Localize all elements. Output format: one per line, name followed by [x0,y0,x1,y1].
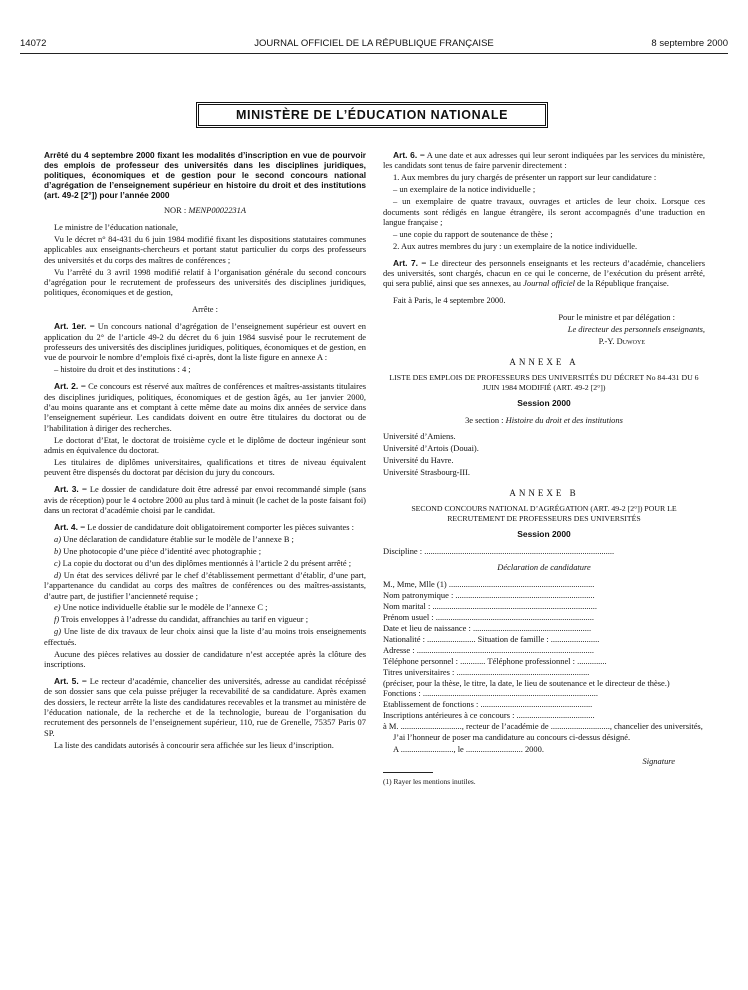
footnote: (1) Rayer les mentions inutiles. [383,777,476,787]
annex-b-session: Session 2000 [517,529,571,540]
university: Université d’Artois (Douai). [383,443,479,454]
annex-a-session: Session 2000 [517,398,571,409]
list-item: a) Une déclaration de candidature établie sur le modèle de l’annexe B ; [54,533,294,544]
article-label: Art. 2. − [54,381,86,392]
annex-b-heading: ANNEXE B [509,487,579,498]
done-at: Fait à Paris, le 4 septembre 2000. [393,295,506,306]
form-field[interactable]: Titres universitaires : ............................................................... [383,666,590,677]
form-statement: J’ai l’honneur de poser ma candidature au concours ci-dessus désigné. [393,732,631,743]
article-text: Le directeur des personnels enseignants et les recteurs d’académie, chanceliers des universités, sont chargés, chacun en ce qui le concerne, de l’exécution du présent arrêté, qui sera publié, ainsi que ses annexes, au [383,257,705,289]
signature-line-2: Le directeur des personnels enseignants, [567,324,705,335]
ministry-box: MINISTÈRE DE L’ÉDUCATION NATIONALE [196,102,548,128]
article-7 [383,258,705,289]
decree-title: Arrêté du 4 septembre 2000 fixant les modalités d’inscription en vue de pourvoir des emplois de professeur des universités dans les disciplines juridiques, politiques, économiques et de gestion pour le second concours national d’agrégation de l’enseignement supérieur en histoire du droit et des institutions (art. 49-2 [2°]) pour l’année 2000 [44,150,366,200]
issue-date: 8 septembre 2000 [651,38,728,49]
article-label: Art. 4. − [54,522,86,533]
annex-a-heading: ANNEXE A [509,356,579,367]
discipline-field[interactable]: Discipline : .......................................................................................... [383,545,615,556]
paragraph: Vu l’arrêté du 3 avril 1998 modifié relatif à l’organisation générale du second concours d’agrégation pour le recrutement de professeurs des universités des disciplines juridiques, politiques, économiques et de gestion, [44,266,366,298]
university: Université du Havre. [383,455,454,466]
form-field[interactable]: Adresse : .................................................................................... [383,644,594,655]
list-item: d) Un état des services délivré par le chef d’établissement permettant d’établir, d’une part, l’appartenance du candidat au corps des maîtres de conférences ou des maîtres-assistants, d’autre part, de justifier l’ancienneté requise ; [44,569,367,601]
university: Université Strasbourg-III. [383,467,471,478]
form-field[interactable]: Téléphone personnel : ............ Téléphone professionnel : .............. [383,655,607,666]
left-column [44,150,366,752]
article-label: Art. 3. − [54,484,87,495]
article-text: Le dossier de candidature doit obligatoirement comporter les pièces suivantes : [87,522,354,533]
article-label: Art. 6. − [393,150,425,160]
page-header [20,38,728,52]
header-rule [20,53,728,54]
paragraph: Le doctorat d’Etat, le doctorat de troisième cycle et le diplôme de docteur ingénieur sont admis en équivalence du doctorat. [44,434,366,456]
list-item: – une copie du rapport de soutenance de thèse ; [393,228,553,239]
article-text: A une date et aux adresses qui leur seront indiquées par les services du ministère, les candidats sont tenus de faire parvenir directement : [383,150,705,171]
form-field[interactable]: A ........................., le ........................... 2000. [393,743,544,754]
article-4 [44,522,366,532]
page-number: 14072 [20,38,47,49]
article-1 [44,321,366,363]
article-2 [44,381,366,433]
article-6 [383,150,705,171]
nor-value: MENP0002231A [188,205,247,215]
paragraph: La liste des candidats autorisés à concourir sera affichée sur les lieux d’inscription. [54,739,334,750]
form-field[interactable]: Etablissement de fonctions : ..................................................... [383,699,593,710]
article-text: Ce concours est réservé aux maîtres de conférences et maîtres-assistants titulaires des disciplines juridiques, politiques, économiques et de gestion âgés, au 1er janvier 2000, d’au moins quarante ans et comptant à cette même date au moins dix années de service dans l’enseignement supérieur. Les candidats doivent en outre être titulaires du doctorat ou de l’habilitation à diriger des recherches. [44,381,366,433]
article-3 [44,484,366,515]
article-text: Le recteur d’académie, chancelier des universités, adresse au candidat récépissé de son dossier sans que cela puisse préjuger la recevabilité de sa candidature. Après examen des dossiers, le recteur arrête la liste des candidatures recevables et la transmet au ministère de l’éducation nationale, de la recherche et de la technologie, bureau de l’organisation du recrutement des personnels de l’enseignement supérieur, 110, rue de Grenelle, 75357 Paris 07 SP. [44,675,367,738]
nor-line [44,205,366,215]
paragraph: Vu le décret n° 84-431 du 6 juin 1984 modifié fixant les dispositions statutaires communes applicables aux enseignants-chercheurs et portant statut particulier du corps des professeurs des universités et du corps des maîtres de conférences ; [44,233,366,265]
footnote-rule [383,772,433,773]
list-item: – un exemplaire de quatre travaux, ouvrages et articles de leur choix. Lorsque ces documents sont rédigés en langue étrangère, ils seront accompagnés d’une traduction en langue française ; [383,196,705,227]
journal-ref: Journal officiel [523,278,575,289]
paragraph: Le ministre de l’éducation nationale, [54,221,178,232]
annex-b-subtitle: SECOND CONCOURS NATIONAL D’AGRÉGATION (ART. 49-2 [2°]) POUR LE RECRUTEMENT DE PROFESSEURS DES UNIVERSITÉS [411,503,677,523]
form-field[interactable]: Nom marital : .............................................................................. [383,601,597,612]
article-text: Un concours national d’agrégation de l’enseignement supérieur est ouvert en application du 2° de l’article 49-2 du décret du 6 juin 1984 susvisé pour le recrutement de professeurs des universités des disciplines juridiques, politiques, économiques et de gestion, en vue de pourvoir le nombre d’emplois fixé ci-après, dont la liste figure en annexe A : [44,321,366,363]
form-field[interactable]: M., Mme, Mlle (1) ..................................................................... [383,579,595,590]
article-text: Le dossier de candidature doit être adressé par envoi recommandé simple (sans avis de réception) pour le 4 octobre 2000 au plus tard à minuit (le cachet de la poste faisant foi) dans un rectorat d’académie choisi par le candidat. [44,484,367,516]
right-column [383,150,705,789]
list-item: b) Une photocopie d’une pièce d’identité avec photographie ; [54,545,262,556]
article-label: Art. 5. − [54,675,87,686]
list-item: – un exemplaire de la notice individuelle ; [393,184,536,195]
section-line: 3e section : Histoire du droit et des institutions [465,414,623,425]
list-item: f) Trois enveloppes à l’adresse du candidat, affranchies au tarif en vigueur ; [54,614,309,625]
signature-line-1: Pour le ministre et par délégation : [558,312,675,323]
form-field[interactable]: Inscriptions antérieures à ce concours : ..................................... [383,710,595,721]
paragraph: 2. Aux autres membres du jury : un exemplaire de la notice individuelle. [393,240,638,251]
list-item: e) Une notice individuelle établie sur le modèle de l’annexe C ; [54,602,268,613]
paragraph: 1. Aux membres du jury chargés de présenter un rapport sur leur candidature : [393,172,657,183]
nor-label: NOR : [163,205,187,215]
signature-label: Signature [642,755,675,766]
list-item: c) La copie du doctorat ou d’un des diplômes mentionnés à l’article 2 du présent arrêté ; [54,557,352,568]
article-5 [44,676,366,738]
university: Université d’Amiens. [383,431,456,442]
article-label: Art. 1er. − [54,321,95,332]
form-field[interactable]: Fonctions : ................................................................................... [383,688,598,699]
form-field[interactable]: à M. ............................., recteur de l’académie de ............................, chancelier des universités, [383,721,703,732]
article-text-end: de la République française. [574,278,669,289]
paragraph: Les titulaires de diplômes universitaires, qualifications et titres de niveau équivalent peuvent être dispensés du doctorat par décision du jury du concours. [44,457,366,478]
declaration-heading: Déclaration de candidature [497,562,591,573]
journal-title: JOURNAL OFFICIEL DE LA RÉPUBLIQUE FRANÇAISE [254,38,494,49]
signatory-name: P.-Y. Duwoye [598,336,645,347]
form-field[interactable]: Date et lieu de naissance : ........................................................ [383,622,592,633]
article-label: Art. 7. − [393,257,427,268]
arrete-heading: Arrête : [191,304,218,315]
form-field[interactable]: Nom patronymique : .................................................................. [383,590,595,601]
paragraph: Aucune des pièces relatives au dossier de candidature n’est acceptée après la clôture des inscriptions. [44,648,366,669]
form-field[interactable]: Nationalité : ....................... Situation de famille : ....................... [383,633,600,644]
list-item: – histoire du droit et des institutions : 4 ; [54,364,191,375]
list-item: g) Une liste de dix travaux de leur choix ainsi que la liste d’au moins trois enseignements effectués. [44,626,366,647]
form-field[interactable]: Prénom usuel : ........................................................................... [383,612,594,623]
form-note: (préciser, pour la thèse, le titre, la date, le lieu de soutenance et le directeur de thèse.) [383,677,670,688]
annex-a-subtitle: LISTE DES EMPLOIS DE PROFESSEURS DES UNIVERSITÉS DU DÉCRET No 84-431 DU 6 JUIN 1984 MODIFIÉ (ART. 49-2 [2°]) [389,372,699,392]
